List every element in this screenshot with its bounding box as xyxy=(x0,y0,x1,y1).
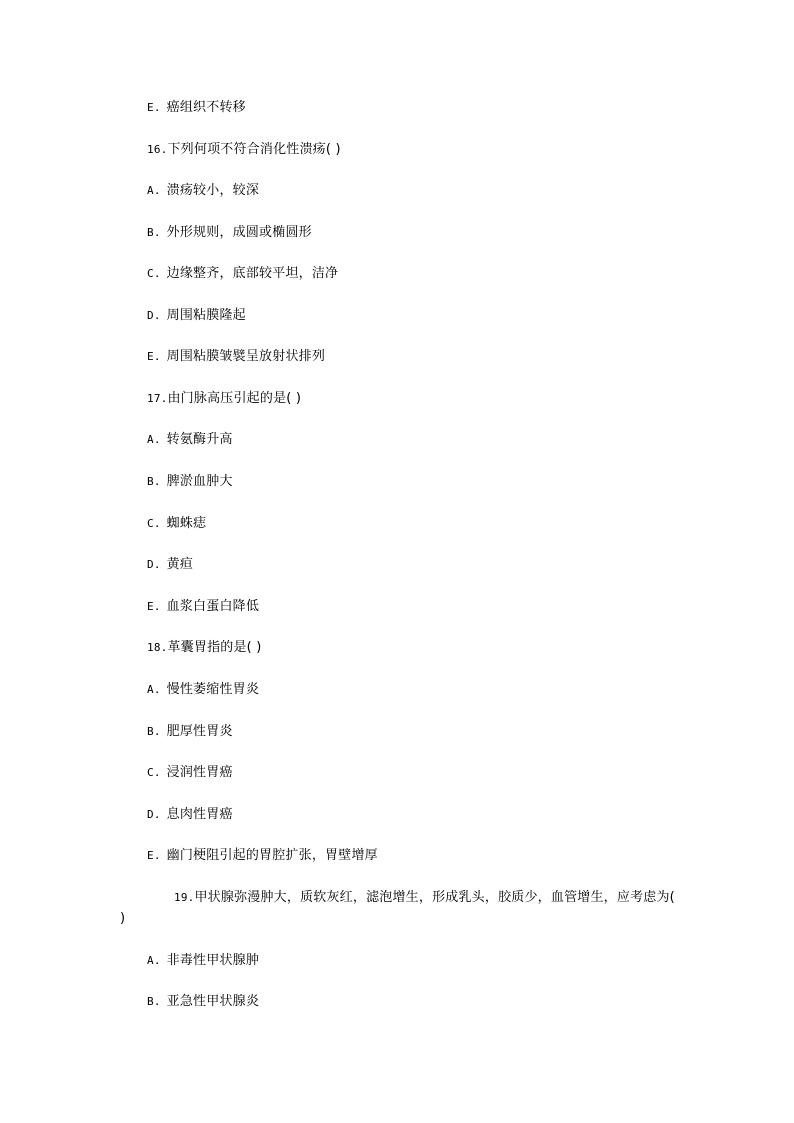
option-17-c xyxy=(147,516,206,532)
option-15-e xyxy=(147,100,246,116)
option-text: 边缘整齐，底部较平坦，洁净 xyxy=(166,266,339,281)
question-text: 革囊胃指的是( ) xyxy=(167,640,262,655)
option-17-a xyxy=(147,432,233,448)
option-16-e xyxy=(147,349,325,365)
option-text: 慢性萎缩性胃炎 xyxy=(166,682,260,697)
option-text: 幽门梗阻引起的胃腔扩张，胃壁增厚 xyxy=(166,848,378,863)
option-label: D. xyxy=(147,808,161,821)
option-16-b xyxy=(147,225,312,241)
question-number: 18. xyxy=(147,641,168,654)
option-text: 蜘蛛痣 xyxy=(166,516,207,531)
option-18-b xyxy=(147,724,233,740)
option-16-a xyxy=(147,183,259,199)
option-label: A. xyxy=(147,683,161,696)
option-16-d xyxy=(147,308,246,324)
option-text: 浸润性胃癌 xyxy=(166,765,233,780)
question-text: 由门脉高压引起的是( ) xyxy=(167,391,302,406)
option-label: D. xyxy=(147,558,161,571)
option-text: 黄疸 xyxy=(166,557,194,572)
option-label: D. xyxy=(147,309,161,322)
option-label: B. xyxy=(147,226,161,239)
option-19-a xyxy=(147,953,259,969)
question-16 xyxy=(147,142,341,158)
option-17-b xyxy=(147,474,233,490)
question-text: 甲状腺弥漫肿大，质软灰红，滤泡增生，形成乳头，胶质少，血管增生，应考虑为( ) xyxy=(120,890,675,926)
option-text: 溃疡较小，较深 xyxy=(166,183,260,198)
question-text: 下列何项不符合消化性溃疡( ) xyxy=(167,142,341,157)
option-text: 非毒性甲状腺肿 xyxy=(166,953,260,968)
option-19-b xyxy=(147,994,259,1010)
option-17-e xyxy=(147,599,259,615)
option-label: A. xyxy=(147,954,161,967)
option-text: 周围粘膜皱襞呈放射状排列 xyxy=(166,349,326,364)
option-18-a xyxy=(147,682,259,698)
option-label: A. xyxy=(147,433,161,446)
option-label: C. xyxy=(147,517,161,530)
question-19 xyxy=(120,887,680,929)
question-18 xyxy=(147,640,262,656)
option-text: 外形规则，成圆或椭圆形 xyxy=(166,225,312,240)
question-number: 16. xyxy=(147,143,168,156)
option-label: E. xyxy=(147,101,161,114)
option-label: E. xyxy=(147,600,161,613)
option-text: 息肉性胃癌 xyxy=(166,807,233,822)
option-label: B. xyxy=(147,995,161,1008)
option-label: E. xyxy=(147,350,161,363)
option-18-d xyxy=(147,807,233,823)
option-text: 转氨酶升高 xyxy=(166,432,233,447)
option-18-c xyxy=(147,765,233,781)
question-17 xyxy=(147,391,301,407)
option-text: 亚急性甲状腺炎 xyxy=(166,994,260,1009)
option-label: A. xyxy=(147,184,161,197)
question-number: 17. xyxy=(147,392,168,405)
question-number: 19. xyxy=(174,891,195,904)
option-label: C. xyxy=(147,267,161,280)
option-text: 脾淤血肿大 xyxy=(166,474,233,489)
option-label: E. xyxy=(147,849,161,862)
option-text: 肥厚性胃炎 xyxy=(166,724,233,739)
option-text: 血浆白蛋白降低 xyxy=(166,599,260,614)
option-16-c xyxy=(147,266,338,282)
option-17-d xyxy=(147,557,193,573)
option-label: C. xyxy=(147,766,161,779)
option-label: B. xyxy=(147,475,161,488)
option-text: 癌组织不转移 xyxy=(166,100,246,115)
option-text: 周围粘膜隆起 xyxy=(166,308,246,323)
option-18-e xyxy=(147,848,378,864)
option-label: B. xyxy=(147,725,161,738)
